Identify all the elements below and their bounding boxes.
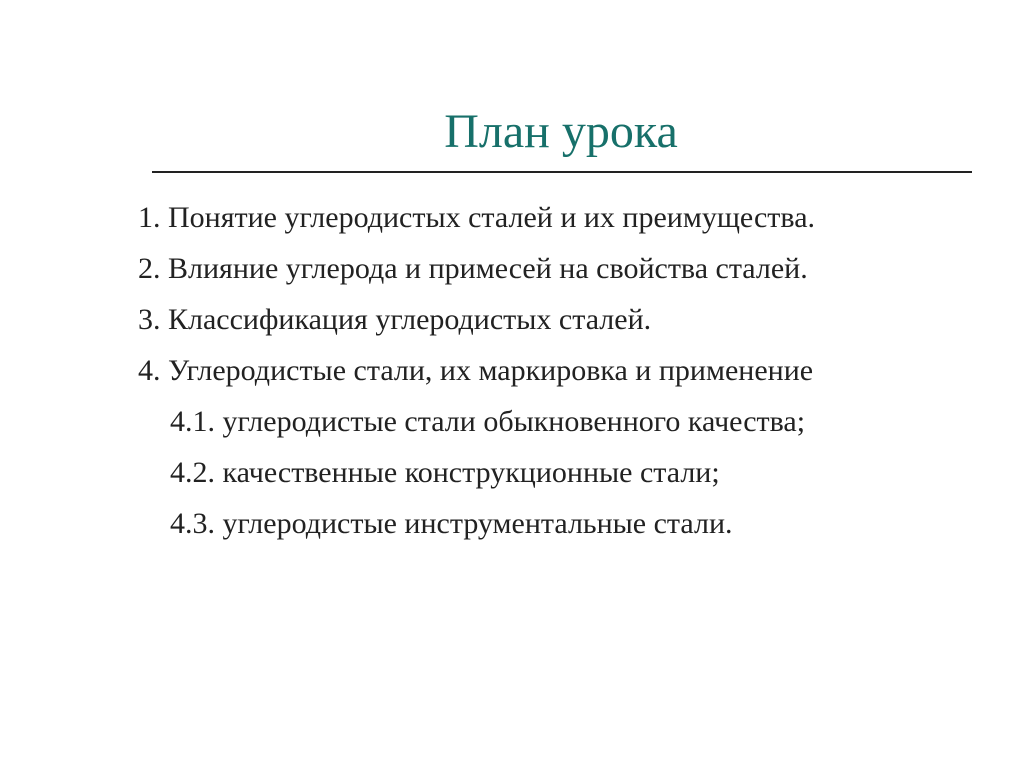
title-divider	[152, 171, 972, 173]
slide-title: План урока	[444, 105, 678, 158]
outline-subitem-4-3: 4.3. углеродистые инструментальные стали.	[170, 507, 733, 540]
outline-item-1: 1. Понятие углеродистых сталей и их преимущества.	[138, 201, 816, 234]
outline-item-2: 2. Влияние углерода и примесей на свойства сталей.	[138, 252, 808, 285]
outline-subitem-4-1: 4.1. углеродистые стали обыкновенного качества;	[170, 405, 806, 438]
outline-item-3: 3. Классификация углеродистых сталей.	[138, 303, 652, 336]
outline-subitem-4-2: 4.2. качественные конструкционные стали;	[170, 456, 720, 489]
lesson-outline-list	[138, 192, 815, 549]
outline-item-4: 4. Углеродистые стали, их маркировка и применение	[138, 354, 814, 387]
